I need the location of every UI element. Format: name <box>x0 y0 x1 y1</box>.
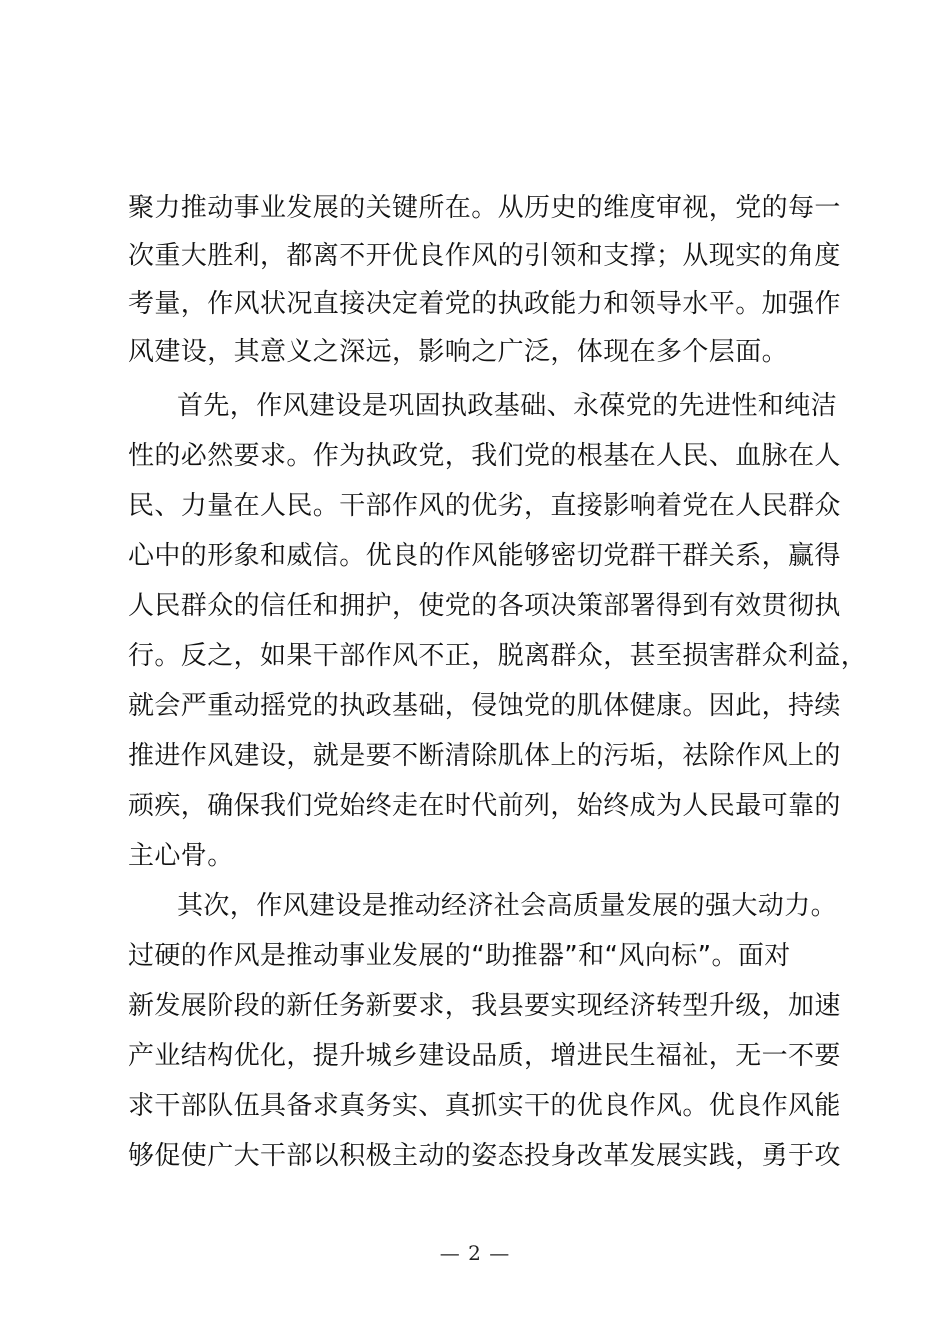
text-line: 性的必然要求。作为执政党，我们党的根基在人民、血脉在人 <box>128 441 841 471</box>
paragraph-first-line: 其次，作风建设是推动经济社会高质量发展的强大动力。 <box>177 891 838 921</box>
text-line: 求干部队伍具备求真务实、真抓实干的优良作风。优良作风能 <box>128 1091 841 1121</box>
text-line: 新发展阶段的新任务新要求，我县要实现经济转型升级，加速 <box>128 991 841 1021</box>
text-line: 次重大胜利，都离不开优良作风的引领和支撑；从现实的角度 <box>128 241 841 271</box>
text-line: 行。反之，如果干部作风不正，脱离群众，甚至损害群众利益， <box>128 641 868 671</box>
text-line: 考量，作风状况直接决定着党的执政能力和领导水平。加强作 <box>128 289 841 319</box>
text-line: 过硬的作风是推动事业发展的“助推器”和“风向标”。面对 <box>128 941 791 971</box>
text-line: 人民群众的信任和拥护，使党的各项决策部署得到有效贯彻执 <box>128 591 841 621</box>
page-number: — 2 — <box>439 1241 511 1265</box>
text-line: 够促使广大干部以积极主动的姿态投身改革发展实践，勇于攻 <box>128 1141 841 1171</box>
text-line: 顽疾，确保我们党始终走在时代前列，始终成为人民最可靠的 <box>128 791 841 821</box>
paragraph-first-line: 首先，作风建设是巩固执政基础、永葆党的先进性和纯洁 <box>177 391 838 421</box>
text-line: 聚力推动事业发展的关键所在。从历史的维度审视，党的每一 <box>128 193 841 223</box>
text-line: 主心骨。 <box>128 841 234 871</box>
text-line: 产业结构优化，提升城乡建设品质，增进民生福祉，无一不要 <box>128 1041 841 1071</box>
text-line: 民、力量在人民。干部作风的优劣，直接影响着党在人民群众 <box>128 491 841 521</box>
text-line: 就会严重动摇党的执政基础，侵蚀党的肌体健康。因此，持续 <box>128 691 841 721</box>
text-line: 心中的形象和威信。优良的作风能够密切党群干群关系，赢得 <box>128 541 841 571</box>
text-line: 推进作风建设，就是要不断清除肌体上的污垢，祛除作风上的 <box>128 741 841 771</box>
text-line: 风建设，其意义之深远，影响之广泛，体现在多个层面。 <box>128 337 789 367</box>
